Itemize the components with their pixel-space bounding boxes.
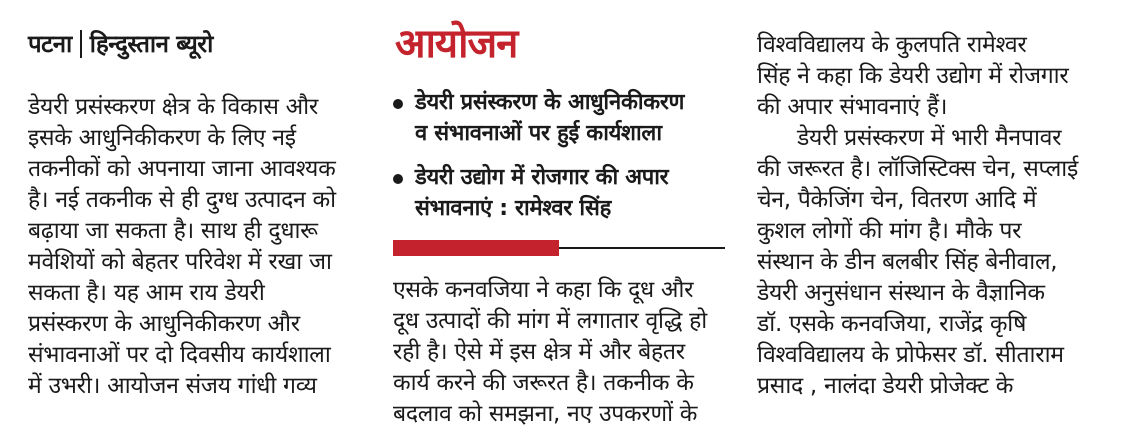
column-1-body xyxy=(28,92,336,402)
dateline xyxy=(28,27,213,60)
text-line: विश्वविद्यालय के प्रोफेसर डॉ. सीताराम xyxy=(757,342,1064,368)
text-line: में उभरी। आयोजन संजय गांधी गव्य xyxy=(28,373,317,399)
highlight-item xyxy=(393,87,684,149)
text-line: चेन, पैकेजिंग चेन, वितरण आदि में xyxy=(757,187,1037,213)
kicker-heading: आयोजन xyxy=(395,21,518,67)
column-2-body xyxy=(393,275,707,430)
highlight-line: व संभावनाओं पर हुई कार्यशाला xyxy=(415,121,662,146)
text-line: संभावनाओं पर दो दिवसीय कार्यशाला xyxy=(28,342,331,368)
text-line: कुशल लोगों की मांग है। मौके पर xyxy=(757,218,1022,244)
text-line: सिंह ने कहा कि डेयरी उद्योग में रोजगार xyxy=(757,63,1069,89)
highlight-line: संभावनाएं : रामेश्वर सिंह xyxy=(415,196,612,221)
text-line: प्रसंस्करण के आधुनिकीकरण और xyxy=(28,311,300,337)
section-divider xyxy=(393,240,725,256)
text-line: संस्थान के डीन बलबीर सिंह बेनीवाल, xyxy=(757,249,1058,275)
text-line: डेयरी प्रसंस्करण में भारी मैनपावर xyxy=(797,125,1062,151)
text-line: दूध उत्पादों की मांग में लगातार वृद्धि हो xyxy=(393,308,707,334)
dateline-source: हिन्दुस्तान ब्यूरो xyxy=(89,30,213,58)
text-line: कार्य करने की जरूरत है। तकनीक के xyxy=(393,370,694,396)
bullet-icon xyxy=(393,99,403,109)
text-line: सकता है। यह आम राय डेयरी xyxy=(28,280,265,306)
text-line: डेयरी अनुसंधान संस्थान के वैज्ञानिक xyxy=(757,280,1045,306)
text-line: तकनीकों को अपनाया जाना आवश्यक xyxy=(28,156,336,182)
text-line: एसके कनवजिया ने कहा कि दूध और xyxy=(393,277,694,303)
text-line: बढ़ाया जा सकता है। साथ ही दुधारू xyxy=(28,218,318,244)
divider-thin-line xyxy=(559,247,725,249)
highlight-item xyxy=(393,162,668,224)
text-line: रही है। ऐसे में इस क्षेत्र में और बेहतर xyxy=(393,339,685,365)
text-line: मवेशियों को बेहतर परिवेश में रखा जा xyxy=(28,249,332,275)
text-line: प्रसाद , नालंदा डेयरी प्रोजेक्ट के xyxy=(757,373,1014,399)
text-line: की अपार संभावनाएं हैं। xyxy=(757,94,948,120)
highlight-line: डेयरी उद्योग में रोजगार की अपार xyxy=(415,165,669,190)
text-line: विश्वविद्यालय के कुलपति रामेश्वर xyxy=(757,32,1027,58)
text-line: की जरूरत है। लॉजिस्टिक्स चेन, सप्लाई xyxy=(757,156,1078,182)
dateline-place: पटना xyxy=(28,30,72,58)
bullet-icon xyxy=(393,174,403,184)
text-line: डेयरी प्रसंस्करण क्षेत्र के विकास और xyxy=(28,94,318,120)
text-line: इसके आधुनिकीकरण के लिए नई xyxy=(28,125,296,151)
text-line: डॉ. एसके कनवजिया, राजेंद्र कृषि xyxy=(757,311,1027,337)
highlight-line: डेयरी प्रसंस्करण के आधुनिकीकरण xyxy=(415,90,685,115)
column-3-body xyxy=(757,30,1078,402)
divider-red-bar xyxy=(393,240,559,256)
text-line: है। नई तकनीक से ही दुग्ध उत्पादन को xyxy=(28,187,336,213)
dateline-separator xyxy=(80,30,82,58)
text-line: बदलाव को समझना, नए उपकरणों के xyxy=(393,401,698,427)
